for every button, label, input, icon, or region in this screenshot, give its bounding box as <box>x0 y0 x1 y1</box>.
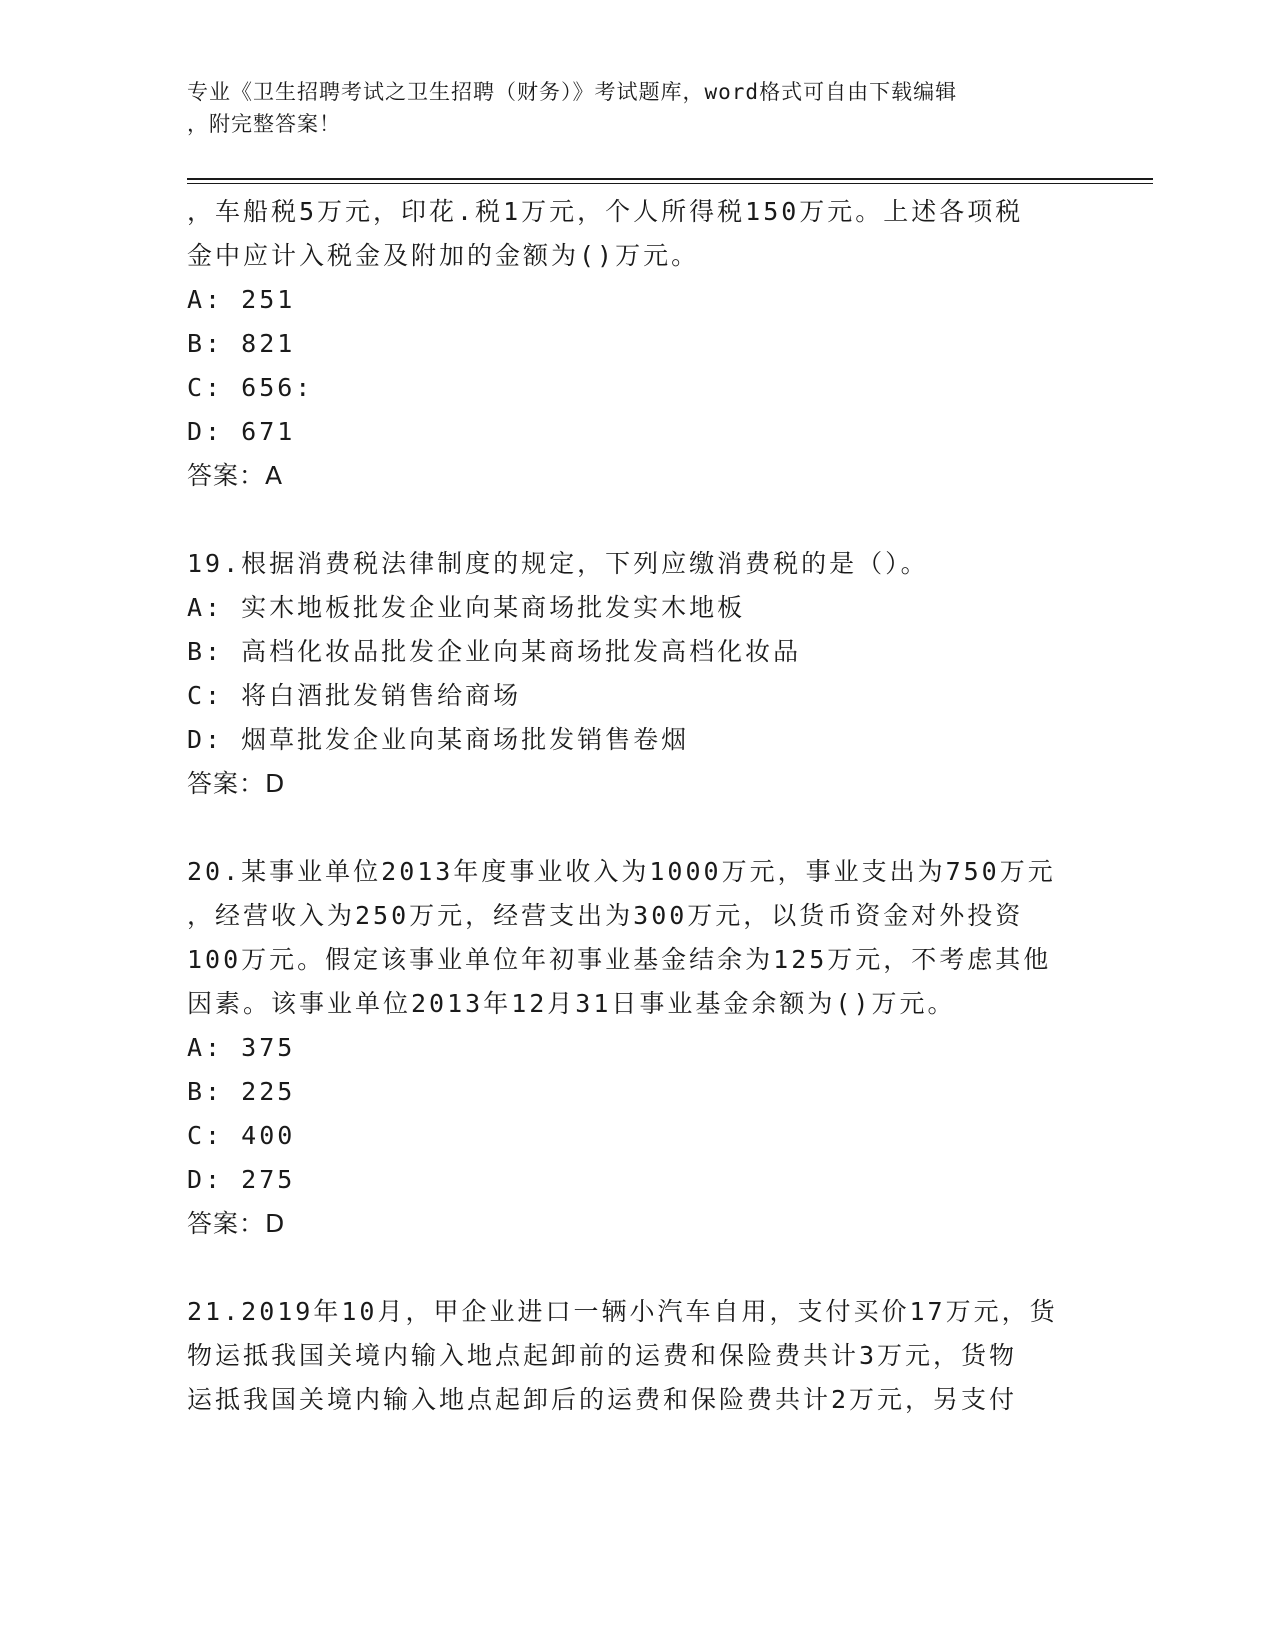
question-20-stem-line-3: 100万元。假定该事业单位年初事业基金结余为125万元，不考虑其他 <box>187 945 1052 974</box>
question-20-option-a: A: 375 <box>187 1033 296 1062</box>
question-20-stem-line-2: ，经营收入为250万元，经营支出为300万元，以货币资金对外投资 <box>187 901 1024 930</box>
question-20 <box>187 850 1097 1246</box>
question-18-stem-line-2: 金中应计入税金及附加的金额为()万元。 <box>187 241 700 270</box>
question-21-stem-line-3: 运抵我国关境内输入地点起卸后的运费和保险费共计2万元，另支付 <box>187 1385 1018 1414</box>
question-18-answer: 答案：A <box>187 461 284 490</box>
question-20-stem-line-4: 因素。该事业单位2013年12月31日事业基金余额为()万元。 <box>187 989 956 1018</box>
question-18-stem-line-1: ，车船税5万元，印花.税1万元，个人所得税150万元。上述各项税 <box>187 197 1024 226</box>
question-19-option-a: A: 实木地板批发企业向某商场批发实木地板 <box>187 593 746 622</box>
question-18-option-a: A: 251 <box>187 285 296 314</box>
question-20-stem-line-1: 20.某事业单位2013年度事业收入为1000万元，事业支出为750万元 <box>187 857 1056 886</box>
question-19-stem-line-1: 19.根据消费税法律制度的规定，下列应缴消费税的是（）。 <box>187 549 929 578</box>
question-content <box>187 190 1097 1422</box>
question-19 <box>187 542 1097 806</box>
header-title-line-2: ，附完整答案！ <box>187 112 341 136</box>
question-spacer <box>187 498 1097 542</box>
question-21-stem-line-1: 21.2019年10月，甲企业进口一辆小汽车自用，支付买价17万元，货 <box>187 1297 1058 1326</box>
question-18-option-d: D: 671 <box>187 417 296 446</box>
document-header <box>187 76 1067 140</box>
question-20-option-d: D: 275 <box>187 1165 296 1194</box>
question-20-answer: 答案：D <box>187 1209 286 1238</box>
question-18-option-b: B: 821 <box>187 329 296 358</box>
question-spacer <box>187 806 1097 850</box>
question-19-option-b: B: 高档化妆品批发企业向某商场批发高档化妆品 <box>187 637 802 666</box>
question-21 <box>187 1290 1097 1422</box>
question-20-option-b: B: 225 <box>187 1077 296 1106</box>
question-18 <box>187 190 1097 498</box>
question-20-option-c: C: 400 <box>187 1121 296 1150</box>
question-19-option-d: D: 烟草批发企业向某商场批发销售卷烟 <box>187 725 690 754</box>
question-21-stem-line-2: 物运抵我国关境内输入地点起卸前的运费和保险费共计3万元，货物 <box>187 1341 1018 1370</box>
question-spacer <box>187 1246 1097 1290</box>
header-divider-thin <box>187 183 1153 184</box>
question-19-answer: 答案：D <box>187 769 286 798</box>
question-18-option-c: C: 656: <box>187 373 314 402</box>
header-title-line-1: 专业《卫生招聘考试之卫生招聘（财务）》考试题库，word格式可自由下载编辑 <box>187 80 958 104</box>
question-19-option-c: C: 将白酒批发销售给商场 <box>187 681 522 710</box>
header-divider-thick <box>187 178 1153 180</box>
